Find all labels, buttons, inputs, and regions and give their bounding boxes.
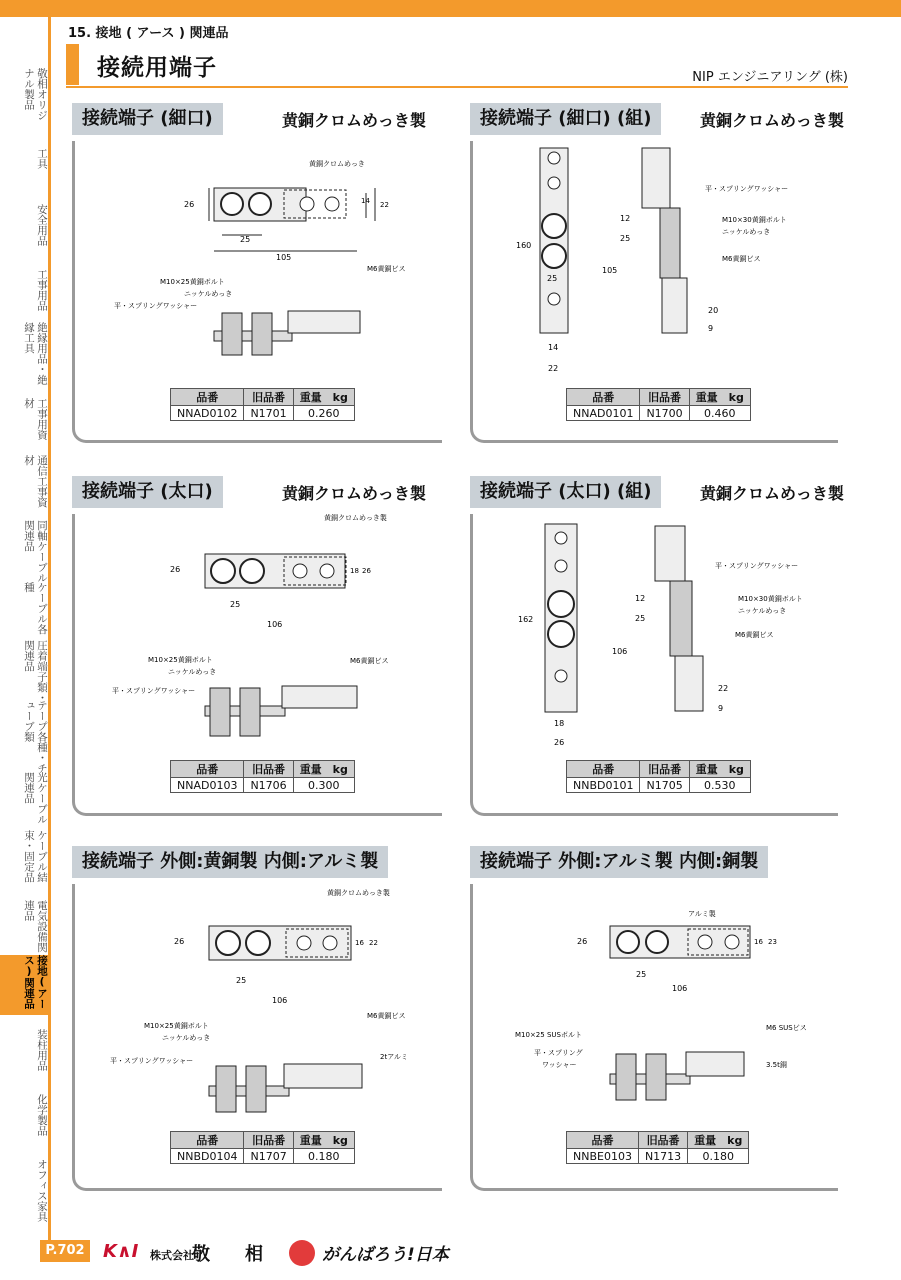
- label-copper: 3.5t銅: [766, 1061, 787, 1069]
- col-old: 旧品番: [640, 389, 689, 406]
- col-old: 旧品番: [244, 389, 293, 406]
- sidebar-item[interactable]: 工事用品: [36, 269, 48, 311]
- label-nickel: ニッケルめっき: [722, 228, 771, 236]
- dim-f: 105: [602, 266, 618, 275]
- cell-part: NNBD0104: [171, 1149, 244, 1164]
- dim-c: 26: [362, 567, 371, 575]
- dim-c: 22: [380, 201, 389, 209]
- dim-a: 25: [547, 274, 558, 283]
- col-part: 品番: [171, 1132, 244, 1149]
- label-screw: M6黄銅ビス: [722, 255, 761, 263]
- panel-heading: 接続端子 (太口): [72, 476, 223, 508]
- dim-h: 9: [718, 704, 724, 713]
- title-accent: [66, 44, 79, 85]
- col-part: 品番: [567, 389, 640, 406]
- spec-table: [566, 1131, 749, 1164]
- panel-material: 黄銅クロムめっき製: [700, 111, 844, 130]
- col-part: 品番: [567, 1132, 639, 1149]
- label-washer: 平・スプリングワッシャー: [114, 302, 198, 310]
- dim-length: 106: [267, 620, 283, 629]
- dim-a: 26: [174, 937, 185, 946]
- col-part: 品番: [567, 761, 640, 778]
- product-panel: [470, 476, 844, 816]
- cell-weight: 0.260: [293, 406, 354, 421]
- col-part: 品番: [171, 389, 244, 406]
- spec-table: [566, 388, 751, 421]
- cell-old: N1701: [244, 406, 293, 421]
- col-weight: 重量 kg: [689, 389, 750, 406]
- label-bolt: M10×25黄銅ボルト: [160, 278, 225, 286]
- cell-old: N1706: [244, 778, 293, 793]
- col-old: 旧品番: [244, 1132, 293, 1149]
- dim-pitch: 25: [230, 600, 241, 609]
- sidebar-item[interactable]: テープ各種・チューブ類: [23, 700, 48, 774]
- panel-heading: 接続端子 (細口) (組): [470, 103, 661, 135]
- product-panel: [72, 846, 439, 1191]
- dim-b: 14: [361, 197, 370, 205]
- cell-old: N1700: [640, 406, 689, 421]
- cell-part: NNAD0101: [567, 406, 640, 421]
- sidebar-item[interactable]: 絶縁用品・絶縁工具: [23, 322, 48, 385]
- sidebar-item[interactable]: 同軸ケーブル関連品: [23, 520, 48, 583]
- label-bolt: M10×25 SUSボルト: [515, 1031, 582, 1039]
- dim-b: 16: [355, 939, 364, 947]
- label-screw: M6黄銅ビス: [735, 631, 774, 639]
- label-alu: 2tアルミ: [380, 1053, 408, 1061]
- product-panel: [72, 476, 439, 816]
- top-accent-bar: [0, 0, 901, 17]
- sidebar-item[interactable]: 光ケーブル関連品: [23, 772, 48, 825]
- sidebar-item[interactable]: ケーブル各種: [23, 582, 48, 635]
- sidebar-item[interactable]: 通信工事資材: [23, 455, 48, 508]
- label-nickel: ニッケルめっき: [738, 607, 787, 615]
- panel-material: 黄銅クロムめっき製: [282, 484, 426, 503]
- flower-icon: [289, 1240, 315, 1266]
- dim-f: 106: [612, 647, 628, 656]
- panel-material: 黄銅クロムめっき製: [700, 484, 844, 503]
- cell-weight: 0.300: [293, 778, 354, 793]
- company-char-b: 相: [245, 1244, 263, 1265]
- sidebar-item[interactable]: ケーブル結束・固定品: [23, 830, 48, 883]
- dim-a: 18: [554, 719, 565, 728]
- label-bolt: M10×25黄銅ボルト: [144, 1022, 209, 1030]
- dim-d: 12: [635, 594, 646, 603]
- col-weight: 重量 kg: [293, 389, 354, 406]
- dim-g: 22: [718, 684, 729, 693]
- col-weight: 重量 kg: [689, 761, 750, 778]
- sidebar-item[interactable]: 電気設備関連品: [23, 900, 48, 953]
- dim-pitch: 25: [636, 970, 647, 979]
- spec-table: [566, 760, 751, 793]
- spec-table: [170, 760, 355, 793]
- col-weight: 重量 kg: [688, 1132, 749, 1149]
- dim-pitch: 25: [240, 235, 251, 244]
- dim-g: 20: [708, 306, 719, 315]
- brand-logo: K∧I: [103, 1241, 139, 1262]
- sidebar-item[interactable]: 装柱用品: [36, 1029, 48, 1071]
- dim-length: 105: [276, 253, 292, 262]
- sidebar-item[interactable]: 工具: [36, 147, 48, 169]
- dim-height: 160: [516, 241, 532, 250]
- slogan: がんばろう!日本: [322, 1245, 449, 1265]
- col-weight: 重量 kg: [293, 1132, 354, 1149]
- dim-c: 22: [548, 364, 559, 373]
- sidebar-item[interactable]: 化学製品: [36, 1094, 48, 1136]
- col-old: 旧品番: [638, 1132, 687, 1149]
- label-nickel: ニッケルめっき: [162, 1034, 211, 1042]
- dim-e: 25: [635, 614, 646, 623]
- chapter-heading: 15. 接地 ( アース ) 関連品: [68, 26, 229, 41]
- cell-part: NNBD0101: [567, 778, 640, 793]
- cell-old: N1707: [244, 1149, 293, 1164]
- sidebar-item[interactable]: オフィス家具: [36, 1158, 48, 1222]
- sidebar-item[interactable]: 圧着端子類・関連品: [23, 640, 48, 703]
- dim-c: 23: [768, 938, 777, 946]
- spec-table: [170, 388, 355, 421]
- label-plating: 黄銅クロムめっき製: [324, 514, 387, 522]
- panel-heading: 接続端子 (細口): [72, 103, 223, 135]
- sidebar-item[interactable]: 敬相オリジナル製品: [23, 68, 48, 121]
- dim-a: 26: [170, 565, 181, 574]
- label-nickel: ニッケルめっき: [184, 290, 233, 298]
- dim-b: 26: [554, 738, 565, 747]
- panel-heading: 接続端子 外側:黄銅製 内側:アルミ製: [72, 846, 388, 878]
- dim-b: 18: [350, 567, 359, 575]
- product-panel: [470, 103, 844, 443]
- dim-pitch: 25: [236, 976, 247, 985]
- label-washer-2: ワッシャー: [542, 1061, 577, 1069]
- cell-old: N1705: [640, 778, 689, 793]
- panel-heading: 接続端子 外側:アルミ製 内側:銅製: [470, 846, 768, 878]
- company-prefix: 株式会社: [150, 1249, 194, 1262]
- label-plating: 黄銅クロムめっき製: [327, 889, 390, 897]
- dim-a: 26: [577, 937, 588, 946]
- col-old: 旧品番: [640, 761, 689, 778]
- panel-material: 黄銅クロムめっき製: [282, 111, 426, 130]
- label-washer: 平・スプリングワッシャー: [715, 562, 799, 570]
- label-washer-1: 平・スプリング: [534, 1049, 583, 1057]
- product-panel: [72, 103, 439, 443]
- dim-a: 26: [184, 200, 195, 209]
- label-nickel: ニッケルめっき: [168, 668, 217, 676]
- label-bolt: M10×25黄銅ボルト: [148, 656, 213, 664]
- panel-heading: 接続端子 (太口) (組): [470, 476, 661, 508]
- cell-weight: 0.460: [689, 406, 750, 421]
- page-number: P.702: [40, 1240, 90, 1262]
- dim-height: 162: [518, 615, 534, 624]
- dim-e: 25: [620, 234, 631, 243]
- company-char-a: 敬: [192, 1244, 210, 1265]
- spec-table: [170, 1131, 355, 1164]
- col-part: 品番: [171, 761, 244, 778]
- label-plating: 黄銅クロムめっき: [309, 160, 365, 168]
- label-screw: M6 SUSビス: [766, 1024, 807, 1032]
- cell-weight: 0.180: [688, 1149, 749, 1164]
- label-screw: M6黄銅ビス: [367, 1012, 406, 1020]
- label-washer: 平・スプリングワッシャー: [112, 687, 196, 695]
- cell-part: NNAD0103: [171, 778, 244, 793]
- cell-part: NNAD0102: [171, 406, 244, 421]
- label-washer: 平・スプリングワッシャー: [110, 1057, 194, 1065]
- dim-c: 22: [369, 939, 378, 947]
- product-panel: [470, 846, 835, 1191]
- label-screw: M6黄銅ビス: [350, 657, 389, 665]
- page-title: 接続用端子: [97, 55, 217, 81]
- cell-weight: 0.530: [689, 778, 750, 793]
- side-accent-line: [48, 17, 51, 1240]
- col-old: 旧品番: [244, 761, 293, 778]
- sidebar-item[interactable]: 安全用品: [36, 204, 48, 246]
- dim-b: 16: [754, 938, 763, 946]
- cell-old: N1713: [638, 1149, 687, 1164]
- cell-weight: 0.180: [293, 1149, 354, 1164]
- dim-h: 9: [708, 324, 714, 333]
- col-weight: 重量 kg: [293, 761, 354, 778]
- cell-part: NNBE0103: [567, 1149, 639, 1164]
- label-washer: 平・スプリングワッシャー: [705, 185, 789, 193]
- dim-length: 106: [672, 984, 688, 993]
- label-plating: アルミ製: [688, 910, 716, 918]
- sidebar-item-active[interactable]: 接地(アース)関連品: [0, 955, 48, 1015]
- header-rule: [66, 86, 848, 88]
- sidebar-item[interactable]: 工事用資材: [23, 398, 48, 440]
- company-name: NIP エンジニアリング (株): [692, 70, 848, 85]
- dim-d: 12: [620, 214, 631, 223]
- dim-length: 106: [272, 996, 288, 1005]
- label-screw: M6黄銅ビス: [367, 265, 406, 273]
- label-bolt: M10×30黄銅ボルト: [722, 216, 787, 224]
- label-bolt: M10×30黄銅ボルト: [738, 595, 803, 603]
- dim-b: 14: [548, 343, 559, 352]
